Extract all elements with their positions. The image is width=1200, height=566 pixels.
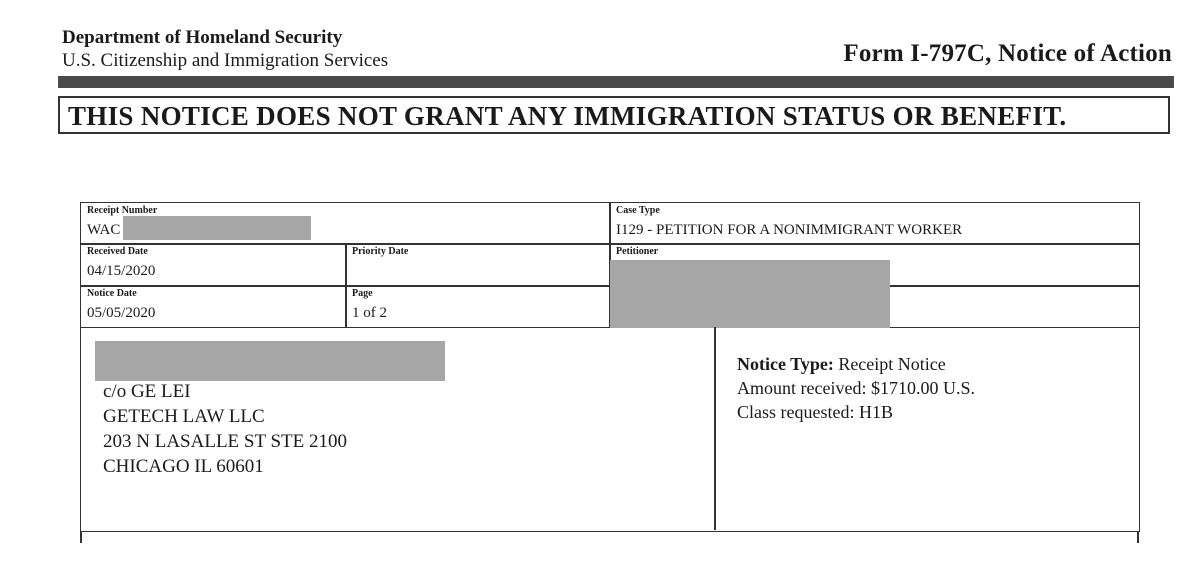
received-date-cell (81, 244, 345, 285)
receipt-number-label: Receipt Number (87, 205, 158, 216)
page-label: Page (352, 288, 373, 299)
agency-name: U.S. Citizenship and Immigration Services (62, 50, 389, 71)
mailing-address (103, 379, 347, 479)
page-value: 1 of 2 (352, 305, 387, 321)
receipt-number-cell (81, 203, 609, 243)
section-divider (714, 327, 716, 530)
disclaimer-banner: THIS NOTICE DOES NOT GRANT ANY IMMIGRATION STATUS OR BENEFIT. (58, 96, 1170, 134)
notice-type-label: Notice Type: (737, 354, 834, 374)
table-border-continuation (80, 531, 82, 543)
department-name: Department of Homeland Security (62, 27, 343, 48)
amount-received: Amount received: $1710.00 U.S. (737, 378, 975, 398)
redaction-box (95, 341, 445, 381)
priority-date-cell (346, 244, 609, 285)
petitioner-label: Petitioner (616, 246, 659, 257)
agency-header (62, 26, 388, 72)
redaction-box (610, 260, 890, 328)
page-cell (346, 286, 609, 327)
receipt-info-table (80, 202, 1140, 328)
case-type-value: I129 - PETITION FOR A NONIMMIGRANT WORKER (616, 222, 963, 238)
address-line: GETECH LAW LLC (103, 406, 265, 427)
address-line: CHICAGO IL 60601 (103, 456, 264, 477)
header-rule (58, 76, 1174, 88)
redaction-box (123, 216, 311, 240)
address-line: c/o GE LEI (103, 381, 191, 402)
notice-date-value: 05/05/2020 (87, 305, 156, 321)
notice-date-label: Notice Date (87, 288, 137, 299)
case-type-cell (610, 203, 1140, 243)
class-requested: Class requested: H1B (737, 402, 893, 422)
notice-type-row (737, 352, 975, 376)
priority-date-label: Priority Date (352, 246, 409, 257)
notice-type-value: Receipt Notice (838, 354, 946, 374)
petitioner-cell (610, 244, 1140, 327)
address-line: 203 N LASALLE ST STE 2100 (103, 431, 348, 452)
address-notice-section (80, 327, 1140, 532)
received-date-label: Received Date (87, 246, 148, 257)
table-border-continuation (1137, 531, 1139, 543)
notice-date-cell (81, 286, 345, 327)
notice-details (737, 352, 975, 424)
case-type-label: Case Type (616, 205, 660, 216)
receipt-number-value: WAC (87, 222, 121, 238)
received-date-value: 04/15/2020 (87, 263, 156, 279)
form-title: Form I-797C, Notice of Action (843, 40, 1172, 67)
